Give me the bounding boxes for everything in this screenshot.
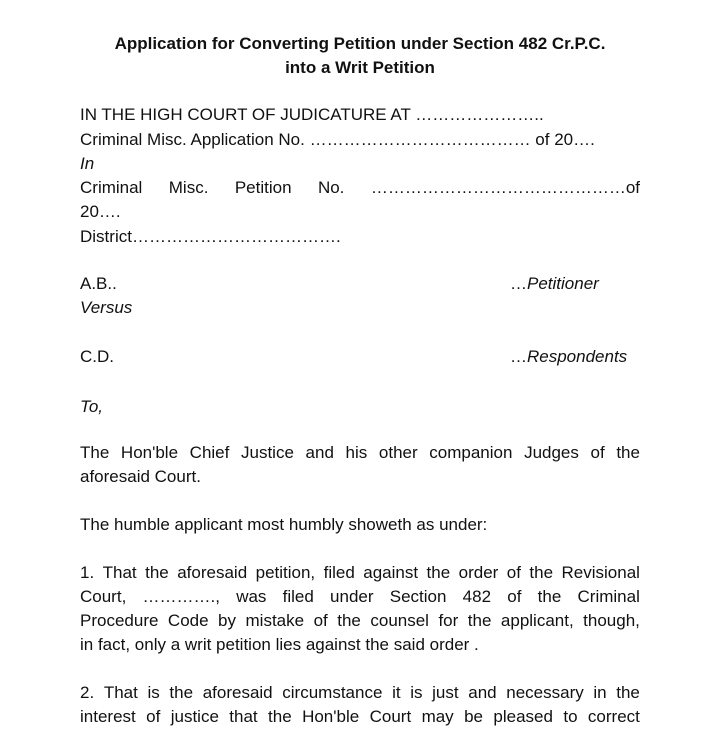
petitioner-name: A.B.. — [80, 274, 117, 293]
petition-year: 20…. — [80, 202, 121, 221]
district-line: District………………………………. — [80, 227, 341, 246]
petitioner-dots: … — [510, 274, 527, 293]
petition-word-3: Petition — [234, 178, 292, 197]
petition-word-5: ………………………………………of — [370, 178, 640, 197]
respondent-name: C.D. — [80, 347, 114, 366]
document-title-line-2: into a Writ Petition — [285, 58, 435, 77]
application-number: Criminal Misc. Application No. ………………………………… of 20…. — [80, 130, 595, 149]
recipient-line-2: aforesaid Court. — [80, 467, 201, 486]
petitioner-label: Petitioner — [527, 274, 599, 293]
recipient-line-1: The Hon'ble Chief Justice and his other companion Judges of the — [80, 443, 640, 462]
petition-word-1: Criminal — [80, 178, 143, 197]
intro-paragraph: The humble applicant most humbly showeth as under: — [80, 515, 488, 534]
petition-number — [80, 176, 640, 200]
to-salutation: To, — [80, 397, 104, 416]
versus-label: Versus — [80, 298, 133, 317]
paragraph-1-line-2: Court, …………., was filed under Section 482 of the Criminal — [80, 587, 640, 606]
paragraph-2-line-1: 2. That is the aforesaid circumstance it is just and necessary in the — [80, 683, 640, 702]
in-label: In — [80, 154, 95, 173]
paragraph-2-line-2: interest of justice that the Hon'ble Court may be pleased to correct — [80, 707, 640, 726]
petition-word-4: No. — [317, 178, 345, 197]
respondent-label: Respondents — [527, 347, 628, 366]
document-title-line-1: Application for Converting Petition under Section 482 Cr.P.C. — [114, 34, 606, 53]
petition-word-2: Misc. — [168, 178, 209, 197]
petitioner-designation — [510, 272, 599, 296]
court-heading: IN THE HIGH COURT OF JUDICATURE AT ………………….. — [80, 105, 544, 124]
paragraph-1-line-4: in fact, only a writ petition lies against the said order . — [80, 635, 479, 654]
paragraph-1-line-1: 1. That the aforesaid petition, filed against the order of the Revisional — [80, 563, 640, 582]
respondent-dots: … — [510, 347, 527, 366]
respondent-designation — [510, 345, 627, 369]
paragraph-1-line-3: Procedure Code by mistake of the counsel for the applicant, though, — [80, 611, 640, 630]
